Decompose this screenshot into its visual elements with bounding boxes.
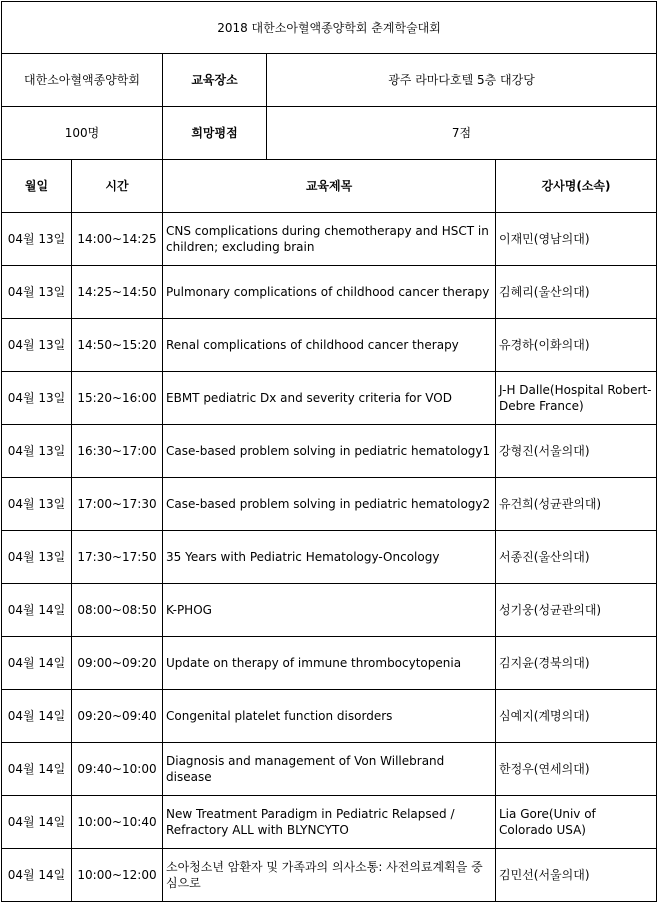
session-topic: K-PHOG	[163, 584, 496, 637]
document-title: 2018 대한소아혈액종양학회 춘계학술대회	[2, 2, 657, 54]
session-topic: Diagnosis and management of Von Willebrand disease	[163, 743, 496, 796]
session-lecturer: 유건희(성균관의대)	[496, 478, 657, 531]
session-row	[2, 796, 657, 849]
session-row	[2, 849, 657, 902]
session-row	[2, 372, 657, 425]
session-row	[2, 478, 657, 531]
session-time: 09:20~09:40	[72, 690, 163, 743]
session-row	[2, 425, 657, 478]
session-time: 14:25~14:50	[72, 266, 163, 319]
session-date: 04월 13일	[2, 425, 72, 478]
session-date: 04월 14일	[2, 849, 72, 902]
session-date: 04월 14일	[2, 637, 72, 690]
session-date: 04월 13일	[2, 531, 72, 584]
session-time: 10:00~12:00	[72, 849, 163, 902]
session-time: 10:00~10:40	[72, 796, 163, 849]
session-time: 17:30~17:50	[72, 531, 163, 584]
session-date: 04월 13일	[2, 372, 72, 425]
session-row	[2, 743, 657, 796]
session-lecturer: Lia Gore(Univ of Colorado USA)	[496, 796, 657, 849]
session-lecturer: 한정우(연세의대)	[496, 743, 657, 796]
session-row	[2, 531, 657, 584]
title-row	[2, 2, 657, 54]
session-date: 04월 13일	[2, 319, 72, 372]
session-date: 04월 13일	[2, 266, 72, 319]
session-time: 09:00~09:20	[72, 637, 163, 690]
session-time: 08:00~08:50	[72, 584, 163, 637]
session-date: 04월 13일	[2, 478, 72, 531]
capacity: 100명	[2, 107, 163, 160]
credit-value: 7점	[267, 107, 657, 160]
header-topic: 교육제목	[163, 160, 496, 213]
session-lecturer: 김지윤(경북의대)	[496, 637, 657, 690]
header-time: 시간	[72, 160, 163, 213]
info-row-1	[2, 54, 657, 107]
column-header-row	[2, 160, 657, 213]
session-lecturer: 강형진(서울의대)	[496, 425, 657, 478]
info-row-2	[2, 107, 657, 160]
session-row	[2, 213, 657, 266]
session-time: 15:20~16:00	[72, 372, 163, 425]
session-topic: 소아청소년 암환자 및 가족과의 의사소통: 사전의료계획을 중심으로	[163, 849, 496, 902]
session-lecturer: 김혜리(울산의대)	[496, 266, 657, 319]
header-lecturer: 강사명(소속)	[496, 160, 657, 213]
session-topic: CNS complications during chemotherapy and HSCT in children; excluding brain	[163, 213, 496, 266]
session-row	[2, 266, 657, 319]
schedule-table	[1, 1, 657, 902]
session-lecturer: 심예지(계명의대)	[496, 690, 657, 743]
session-topic: New Treatment Paradigm in Pediatric Relapsed / Refractory ALL with BLYNCYTO	[163, 796, 496, 849]
session-date: 04월 14일	[2, 690, 72, 743]
session-time: 09:40~10:00	[72, 743, 163, 796]
session-topic: Congenital platelet function disorders	[163, 690, 496, 743]
session-topic: EBMT pediatric Dx and severity criteria for VOD	[163, 372, 496, 425]
session-time: 17:00~17:30	[72, 478, 163, 531]
session-lecturer: 성기웅(성균관의대)	[496, 584, 657, 637]
session-time: 16:30~17:00	[72, 425, 163, 478]
session-row	[2, 690, 657, 743]
session-row	[2, 637, 657, 690]
session-date: 04월 13일	[2, 213, 72, 266]
venue-label: 교육장소	[163, 54, 267, 107]
credit-label: 희망평점	[163, 107, 267, 160]
session-date: 04월 14일	[2, 743, 72, 796]
venue-value: 광주 라마다호텔 5층 대강당	[267, 54, 657, 107]
session-topic: Case-based problem solving in pediatric hematology2	[163, 478, 496, 531]
session-time: 14:50~15:20	[72, 319, 163, 372]
session-lecturer: 김민선(서울의대)	[496, 849, 657, 902]
session-lecturer: 이재민(영남의대)	[496, 213, 657, 266]
session-lecturer: J-H Dalle(Hospital Robert-Debre France)	[496, 372, 657, 425]
session-date: 04월 14일	[2, 796, 72, 849]
session-topic: Update on therapy of immune thrombocytopenia	[163, 637, 496, 690]
session-topic: Case-based problem solving in pediatric hematology1	[163, 425, 496, 478]
session-lecturer: 유경하(이화의대)	[496, 319, 657, 372]
session-row	[2, 319, 657, 372]
organizer: 대한소아혈액종양학회	[2, 54, 163, 107]
session-topic: Pulmonary complications of childhood cancer therapy	[163, 266, 496, 319]
session-time: 14:00~14:25	[72, 213, 163, 266]
session-topic: Renal complications of childhood cancer therapy	[163, 319, 496, 372]
session-date: 04월 14일	[2, 584, 72, 637]
session-lecturer: 서종진(울산의대)	[496, 531, 657, 584]
header-date: 월일	[2, 160, 72, 213]
session-topic: 35 Years with Pediatric Hematology-Oncology	[163, 531, 496, 584]
session-row	[2, 584, 657, 637]
